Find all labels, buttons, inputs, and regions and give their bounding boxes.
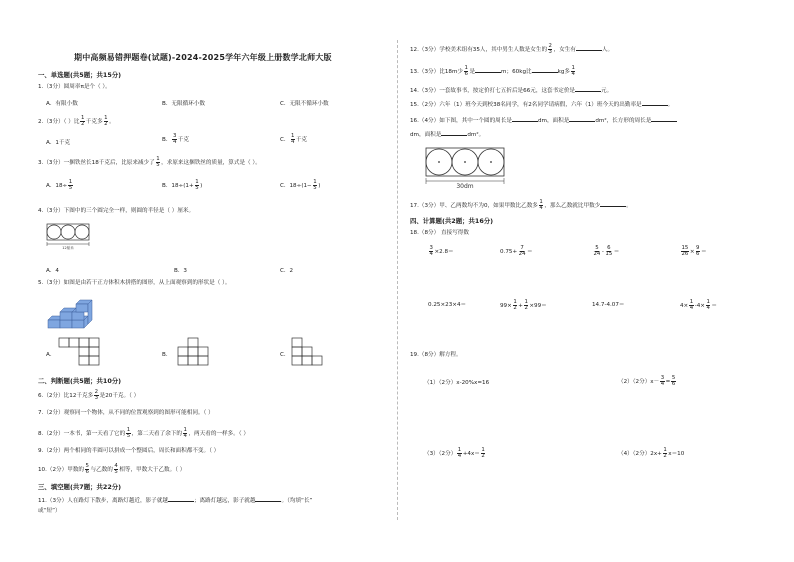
q3-option-b[interactable]: B．18÷(1+ $\frac{1}{5}$ ) [162,179,203,191]
question-12: 12.（3分）学校美术组有35人，其中男生人数是女生的 $\frac{2}{3}$ ，女生有 人。 [410,43,614,55]
question-14: 14.（3分）一套故事书，按定价打七五折后是66元，这套书定价是 元。 [410,88,613,94]
q4-option-c[interactable]: C．2 [280,268,294,274]
q18-item-3: $\frac{5}{24}$ - $\frac{6}{15}$ ＝ [593,245,620,257]
section-true-false: 二、判断题(共5题；共10分) [38,377,122,385]
q5-option-c[interactable]: C． [280,352,290,358]
q11-blank-1[interactable] [168,496,194,502]
rectangle-circles-figure [424,146,508,190]
question-13: 13.（3分）比18m少 $\frac{1}{6}$ 是 m；60kg比 kg多 $\frac{1}{4}$ [410,65,575,77]
cube-stack-figure [46,294,102,330]
question-8: 8.（2分）一本书，第一天看了它的 $\frac{1}{5}$ ，第二天看了余下的 $\frac{1}{4}$ ，两天看的一样多。（ ） [38,427,249,439]
question-11: 11.（3分）人在路灯下散步，离路灯越近，影子就越 ；离路灯越远，影子就越 。（均填“长” [38,498,313,504]
q3-option-a[interactable]: A．18÷ $\frac{1}{5}$ [46,179,73,191]
question-1: 1.（3分）圆周率π是个（ ）。 [38,84,111,90]
q16-blank-1[interactable] [512,116,538,122]
question-9: 9.（2分）两个相同的半圆可以拼成一个整圆后，周长和面积都不变。（ ） [38,448,220,454]
q12-blank[interactable] [576,45,602,51]
section-calculation: 四、计算题(共2题；共16分) [410,217,494,225]
q5-option-b[interactable]: B． [162,352,172,358]
q18-item-7: 14.7-4.07＝ [592,302,625,308]
q13-blank-1[interactable] [475,67,501,73]
column-divider [397,40,398,520]
question-7: 7.（2分）观察同一个物体，从不同的位置观察到的图形可能相同。（ ） [38,410,214,416]
q1-option-c[interactable]: C．无限不循环小数 [280,101,329,107]
question-15: 15.（2分）六年（1）班今天到校38名同学，有2名同学请病假，六年（1）班今天的出勤率是 。 [410,102,674,108]
exam-title: 期中高频易错押题卷(试题)-2024-2025学年六年级上册数学北师大版 [74,53,332,62]
question-19: 19.（8分）解方程。 [410,352,462,358]
q19-equation-4: （4）（2分）2x+ $\frac{1}{2}$ x＝10 [618,447,685,459]
q15-blank[interactable] [642,100,668,106]
question-10: 10.（2分）甲数的 $\frac{5}{6}$ 与乙数的 $\frac{4}{5}$ 相等，甲数大于乙数。（ ） [38,463,186,475]
q11-blank-2[interactable] [255,496,281,502]
q18-item-6: 99× $\frac{1}{2}$ + $\frac{1}{2}$ ×99＝ [500,299,547,311]
q19-equation-1: （1）（2分）x-20%x=16 [424,380,490,386]
q18-item-1: $\frac{3}{4}$ ×2.8＝ [429,245,454,257]
q17-blank[interactable] [600,201,626,207]
q13-blank-2[interactable] [532,67,558,73]
q3-option-c[interactable]: C．18÷(1− $\frac{1}{5}$ ) [280,179,321,191]
q2-option-a[interactable]: A．1千克 [46,140,71,146]
question-17: 17.（3分）甲、乙两数均不为0，如果甲数比乙数多 $\frac{1}{4}$ ，那么乙数就比甲数少 。 [410,199,632,211]
q16-blank-2[interactable] [569,116,595,122]
question-5: 5.（3分）如图是由若干正方体积木拼搭的图形，从上面观察到的形状是（ ）。 [38,280,231,286]
q5-option-b-figure[interactable] [174,336,220,368]
q16-dimension-label: 30dm [456,183,474,190]
q2-option-c[interactable]: C． $\frac{1}{4}$ 千克 [280,133,308,145]
three-circles-figure [46,222,92,250]
q14-blank[interactable] [575,86,601,92]
section-single-choice: 一、单选题(共5题；共15分) [38,71,122,79]
q16-blank-3[interactable] [651,116,677,122]
question-4: 4.（3分）下图中的三个圆完全一样，则圆的半径是（ ）厘米。 [38,208,195,214]
q16-blank-4[interactable] [441,130,467,136]
question-3: 3.（3分）一捆铁丝长18千克后，比原来减少了 $\frac{1}{5}$ ，求原来这捆铁丝的质量，算式是（ ）。 [38,156,261,168]
q18-item-2: 0.75+ $\frac{7}{24}$ ＝ [500,245,533,257]
question-11-cont: 或“短”） [38,508,61,514]
question-6: 6.（2分）比12千克多 $\frac{2}{3}$ 是20千克。（ ） [38,389,140,401]
q4-dimension-label: 12厘米 [62,246,74,250]
q2-option-b[interactable]: B． $\frac{3}{4}$ 千克 [162,133,190,145]
q18-item-5: 0.25×23×4＝ [428,302,467,308]
q4-option-b[interactable]: B．3 [174,268,187,274]
q5-option-a-figure[interactable] [58,336,104,368]
question-18: 18.（8分） 直接写得数 [410,230,469,236]
question-16-cont: dm，面积是 dm²。 [410,132,485,138]
question-16: 16.（4分）如下图，其中一个圆的周长是 dm，面积是 dm²，长方形的周长是 [410,116,677,125]
question-2: 2.（3分）（ ）比 $\frac{1}{2}$ 千克多 $\frac{1}{2}$ 。 [38,115,115,127]
q5-option-c-figure[interactable] [290,336,336,368]
section-fill-blank: 三、填空题(共7题；共22分) [38,483,122,491]
q5-option-a[interactable]: A． [46,352,56,358]
q19-equation-3: （3）（2分） $\frac{1}{4}$ +4x＝ $\frac{1}{2}$ [424,447,485,459]
q18-item-8: 4× $\frac{1}{4}$ -4× $\frac{1}{4}$ ＝ [680,299,717,311]
q19-equation-2: （2）（2分）x－ $\frac{3}{4}$ = $\frac{5}{6}$ [618,375,676,387]
q1-option-b[interactable]: B．无限循环小数 [162,101,205,107]
q18-item-4: $\frac{15}{26}$ × $\frac{9}{6}$ ＝ [681,245,707,257]
q1-option-a[interactable]: A．有限小数 [46,101,78,107]
q4-option-a[interactable]: A．4 [46,268,59,274]
